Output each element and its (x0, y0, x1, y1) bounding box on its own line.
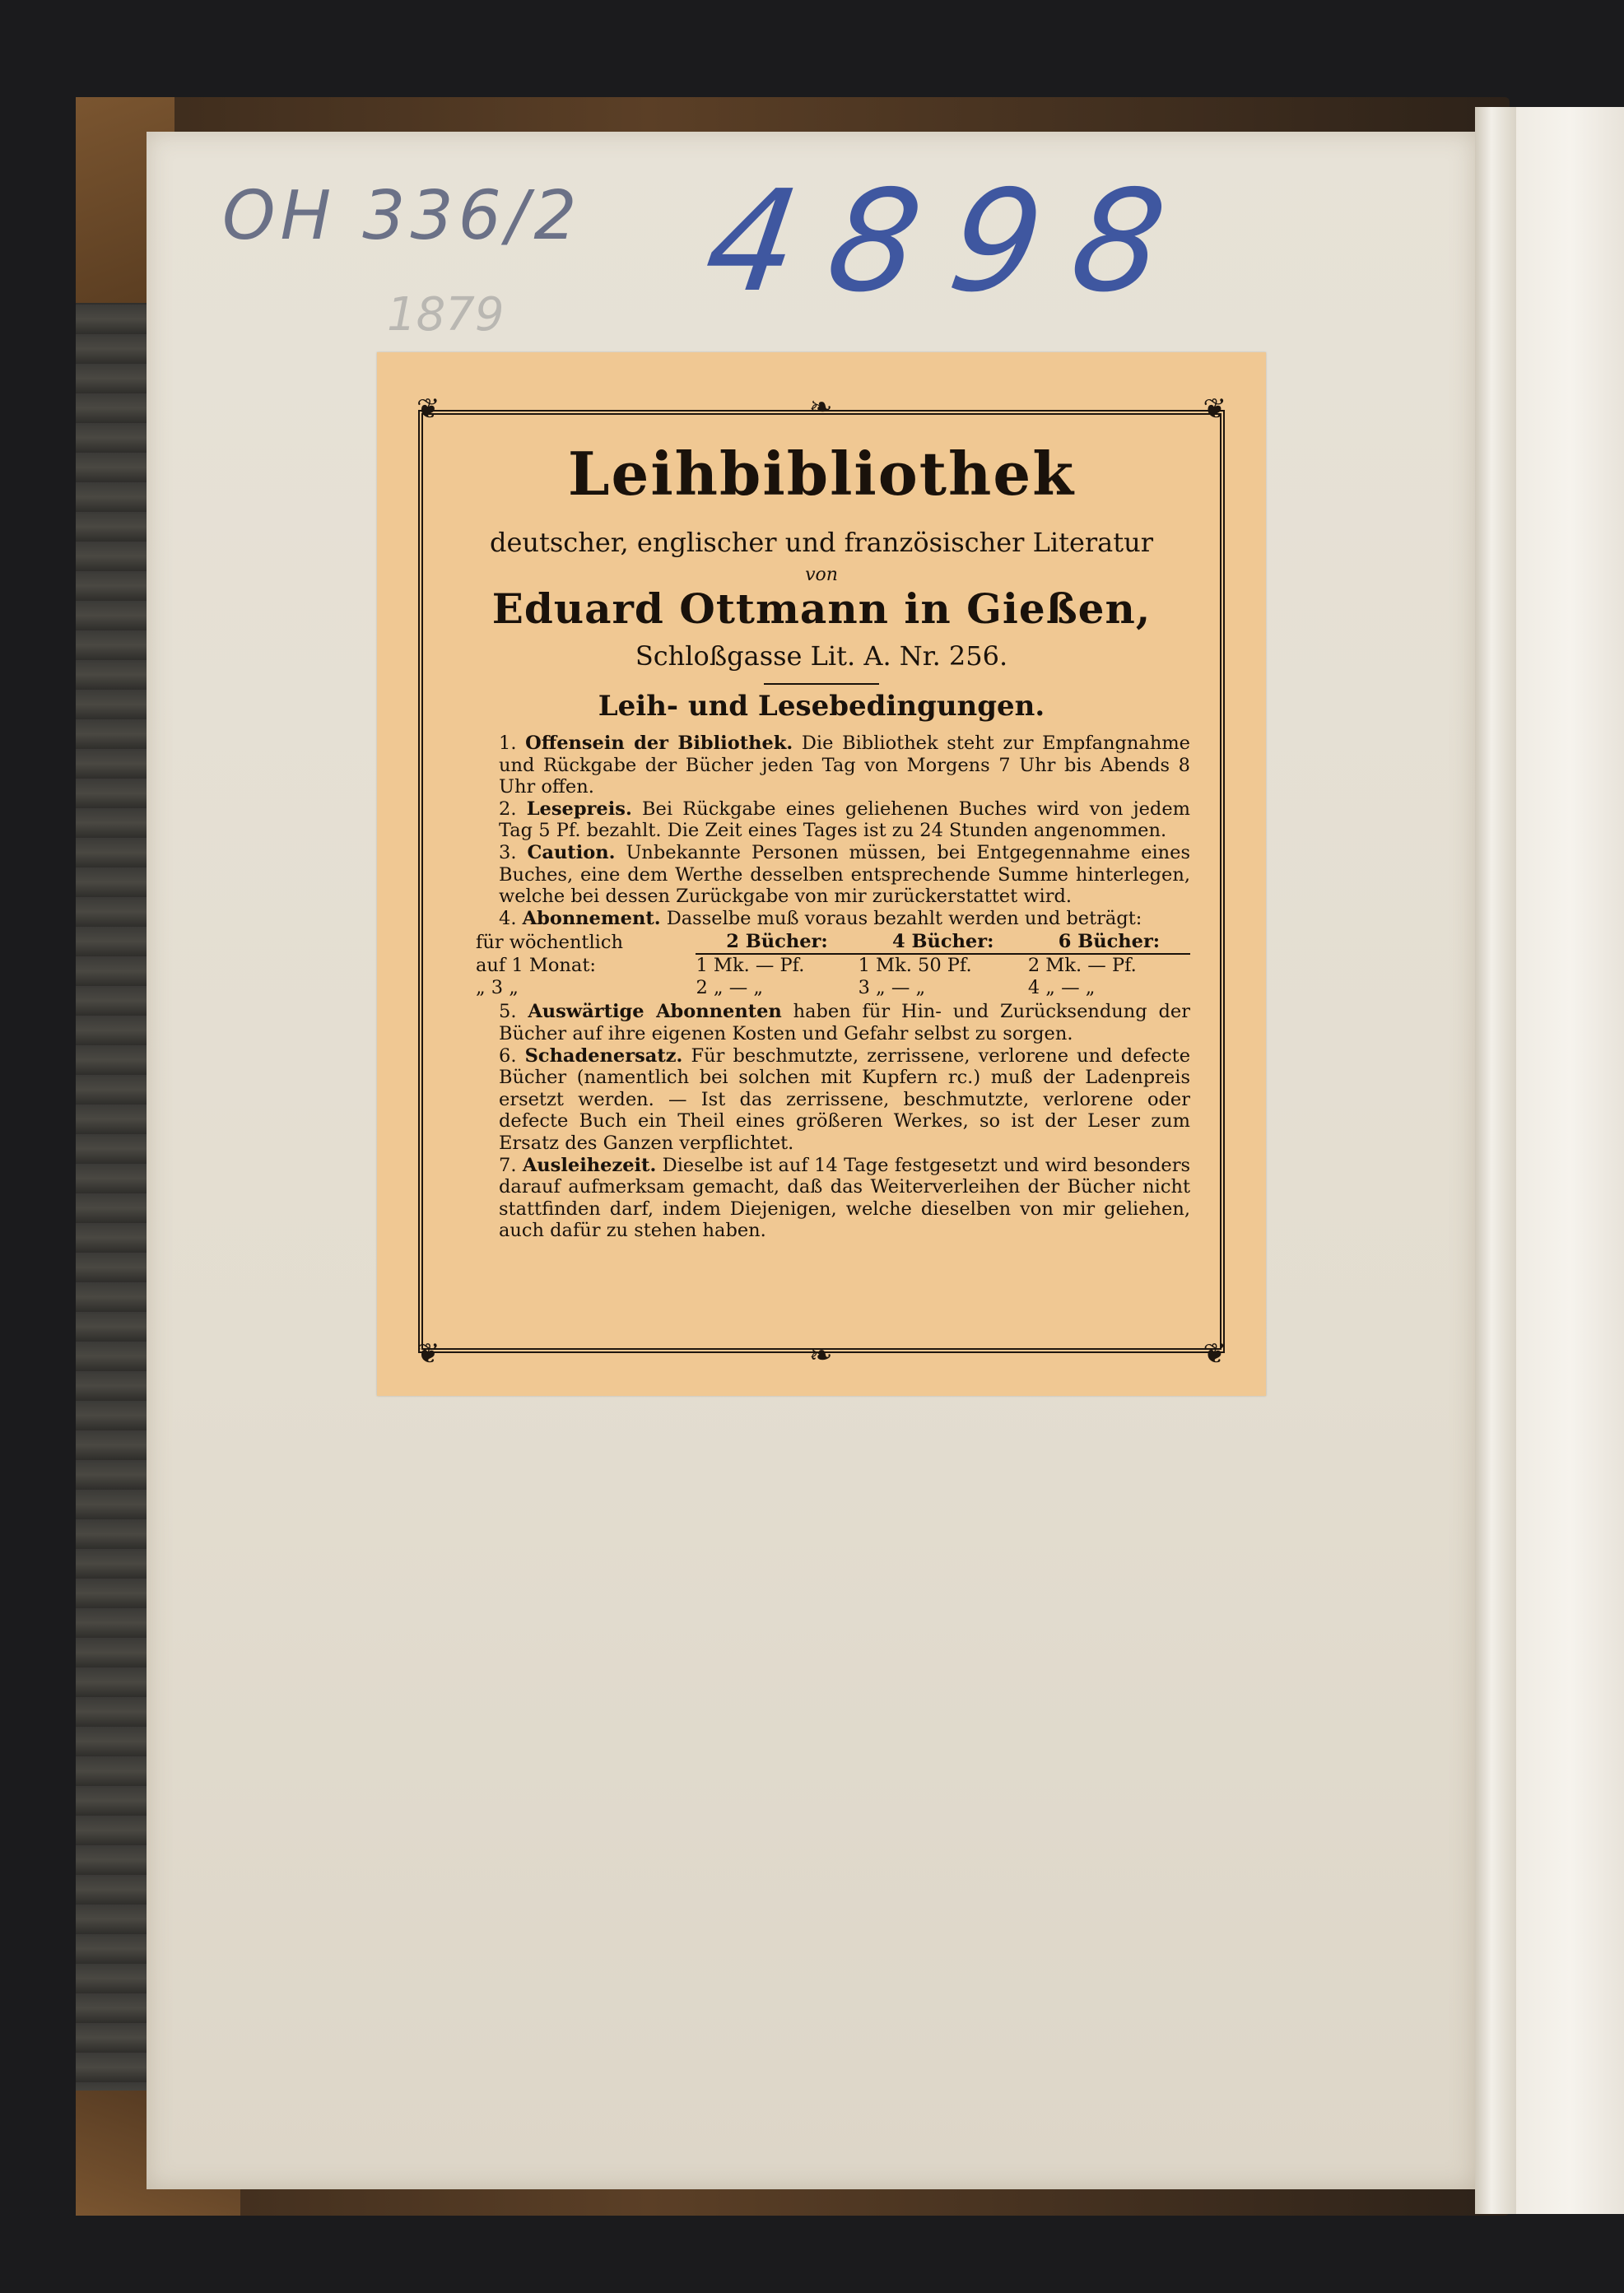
rule-2: 2. Lesepreis. Bei Rückgabe eines geliehenen Buches wird von jedem Tag 5 Pf. bezahlt. Die Zeit eines Tages ist zu 24 Stunden angenommen. (499, 798, 1190, 842)
gutter (1475, 107, 1516, 2214)
fee-header-4: 4 Bücher: (859, 931, 1028, 954)
rule-4: 4. Abonnement. Dasselbe muß voraus bezahlt werden und beträgt: (499, 907, 1142, 929)
label-divider (764, 683, 879, 685)
label-proprietor: Eduard Ottmann in Gießen, (491, 584, 1152, 633)
pencil-shelfmark: OH 336/2 (222, 177, 582, 255)
accession-number: 4898 (696, 160, 1208, 323)
ornament-top-right-icon: ❦ (1203, 393, 1226, 426)
conditions-body (476, 733, 1190, 1242)
fee-table (476, 931, 1190, 999)
conditions-heading: Leih- und Lesebedingungen. (598, 690, 1045, 723)
fee-cell: 1 Mk. — Pf. (696, 955, 805, 977)
table-row (476, 954, 1190, 977)
facing-page-edge (1516, 107, 1624, 2214)
fee-col0-header: für wöchentlich (476, 931, 623, 953)
label-subtitle: deutscher, englischer und französischer Literatur (489, 527, 1154, 558)
fee-header-6: 6 Bücher: (1028, 931, 1190, 954)
cover-spine-edge (76, 97, 147, 2216)
rule-7: 7. Ausleihezeit. Dieselbe ist auf 14 Tage festgesetzt und wird besonders darauf aufmerksam gemacht, daß das Weiterverleihen der Bücher nicht stattfinden darf, indem Diejenigen, welche dieselben von mir geliehen, auch dafür zu stehen haben. (499, 1154, 1191, 1242)
ornament-top-center-icon: ❧ (809, 391, 833, 424)
ornament-bottom-left-icon: ❦ (416, 1337, 440, 1370)
rule-3: 3. Caution. Unbekannte Personen müssen, bei Entgegennahme eines Buches, eine dem Werthe desselben entsprechende Summe hinterlegen, welche bei dessen Zurückgabe von mir zurückerstattet wird. (499, 841, 1191, 908)
fee-cell: 4 „ — „ (1027, 977, 1096, 999)
rule-1: 1. Offensein der Bibliothek. Die Bibliothek steht zur Empfangnahme und Rückgabe der Bücher jeden Tag von Morgens 7 Uhr bis Abends 8 Uhr offen. (499, 733, 1190, 798)
label-title: Leihbibliothek (567, 439, 1076, 509)
label-von: von (805, 565, 838, 585)
rule-5: 5. Auswärtige Abonnenten haben für Hin- und Zurücksendung der Bücher auf ihre eigenen Kosten und Gefahr selbst zu sorgen. (499, 1001, 1191, 1044)
table-row (476, 977, 1190, 999)
fee-table-header (476, 931, 1190, 954)
library-label (377, 352, 1266, 1396)
fee-header-2: 2 Bücher: (696, 931, 858, 954)
fee-row-label: auf 1 Monat: (476, 954, 596, 976)
rule-6: 6. Schadenersatz. Für beschmutzte, zerrissene, verlorene und defecte Bücher (namentlich bei solchen mit Kupfern rc.) muß der Ladenpreis ersetzt werden. — Ist das zerrissene, beschmutzte, verlorene oder defecte Buch ein Theil eines größeren Werkes, so ist der Leser zum Ersatz des Ganzen verpflichtet. (499, 1044, 1191, 1154)
fee-cell: 1 Mk. 50 Pf. (858, 955, 972, 977)
fee-cell: 2 „ — „ (696, 977, 764, 999)
ornament-bottom-center-icon: ❧ (809, 1339, 833, 1372)
label-address: Schloßgasse Lit. A. Nr. 256. (635, 640, 1008, 672)
fee-row-label: „ 3 „ (476, 977, 519, 999)
faint-pencil-mark: 1879 (387, 288, 505, 342)
ornament-top-left-icon: ❦ (416, 393, 440, 426)
ornament-bottom-right-icon: ❦ (1203, 1337, 1226, 1370)
fee-cell: 3 „ — „ (858, 977, 926, 999)
fee-cell: 2 Mk. — Pf. (1027, 955, 1137, 977)
